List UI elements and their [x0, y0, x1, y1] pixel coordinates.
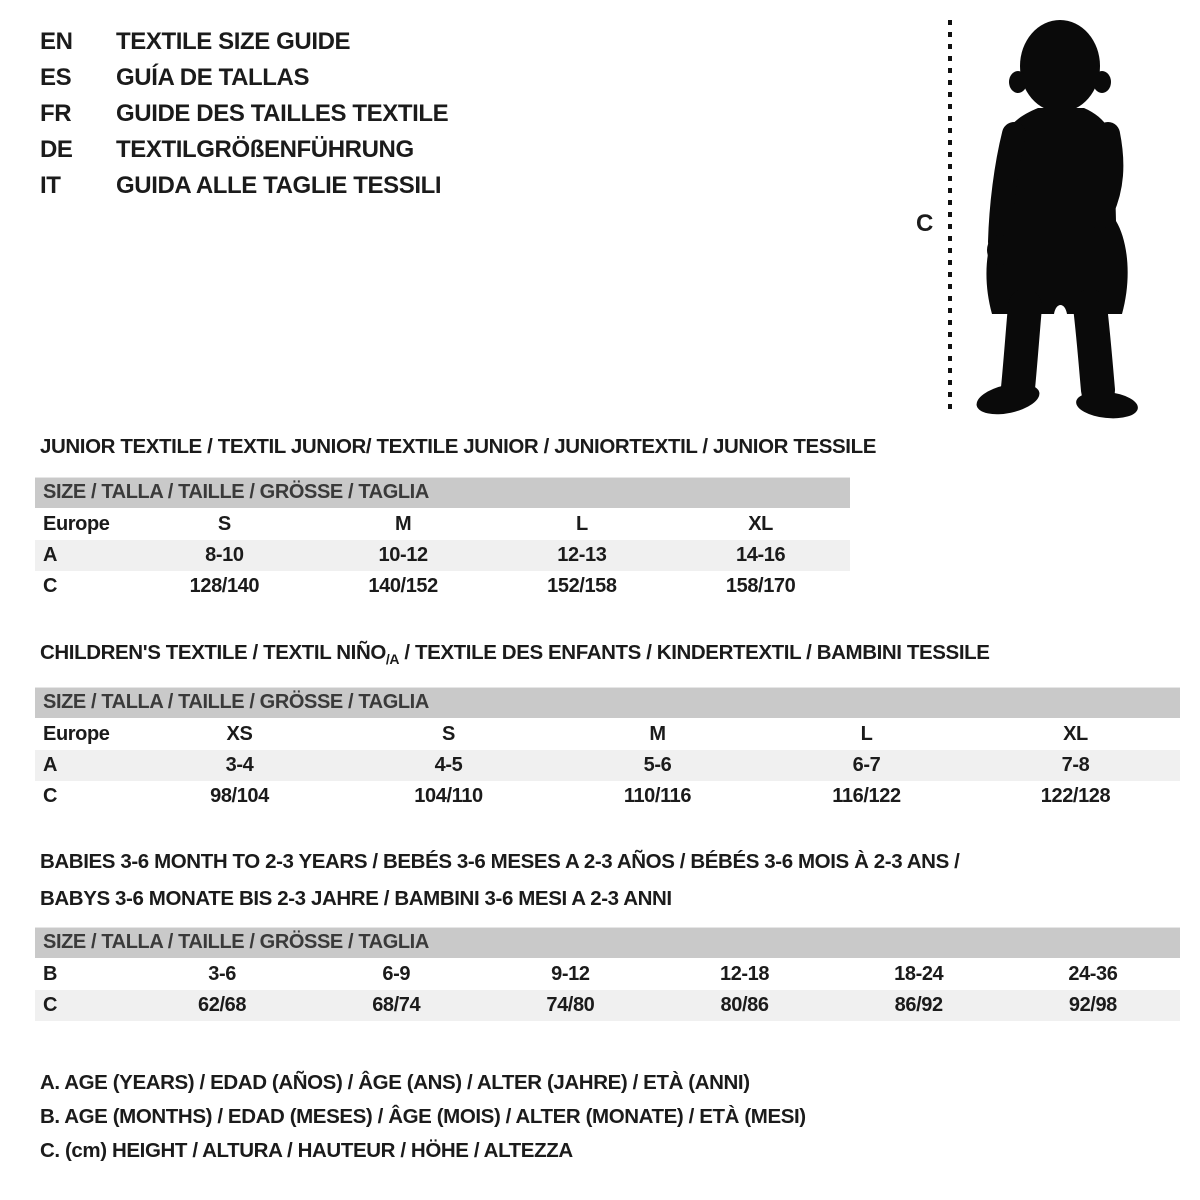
- lang-title: TEXTILGRÖßENFÜHRUNG: [116, 136, 414, 163]
- lang-title: TEXTILE SIZE GUIDE: [116, 28, 351, 55]
- toddler-silhouette: [974, 20, 1139, 421]
- height-line-label: C: [916, 210, 933, 237]
- table-cell: 6-7: [852, 753, 881, 776]
- lang-title: GUÍA DE TALLAS: [116, 64, 310, 91]
- table-cell: 98/104: [210, 784, 269, 807]
- children-size-table: [35, 687, 1180, 812]
- table-cell: 12-13: [557, 543, 607, 566]
- children-section-title: [40, 641, 990, 667]
- table-cell: 92/98: [1068, 993, 1117, 1016]
- table-cell: 74/80: [546, 993, 595, 1016]
- junior-size-table: [35, 477, 850, 602]
- table-cell: 80/86: [720, 993, 769, 1016]
- babies-title-line1: BABIES 3-6 MONTH TO 2-3 YEARS / BEBÉS 3-6 MESES A 2-3 AÑOS / BÉBÉS 3-6 MOIS À 2-3 ANS /: [40, 850, 960, 873]
- children-title-subscript: /A: [385, 651, 400, 667]
- row-label: C: [43, 993, 58, 1016]
- legend: [40, 1066, 806, 1168]
- row-label: Europe: [43, 723, 110, 745]
- table-cell: XS: [226, 723, 253, 745]
- lang-row-en: [40, 28, 448, 64]
- table-cell: 18-24: [894, 963, 944, 985]
- table-cell: 12-18: [719, 963, 770, 985]
- table-cell: L: [860, 723, 873, 745]
- babies-section-title: [40, 843, 959, 917]
- table-cell: L: [575, 513, 588, 535]
- table-cell: 10-12: [378, 543, 428, 566]
- lang-code: DE: [40, 136, 73, 163]
- table-cell: 8-10: [205, 543, 244, 566]
- row-label: A: [43, 753, 58, 776]
- toddler-silhouette-icon: [900, 10, 1160, 422]
- table-cell: 122/128: [1040, 784, 1111, 807]
- lang-row-fr: [40, 100, 448, 136]
- table-cell: 68/74: [372, 993, 421, 1016]
- junior-section-title: [40, 435, 876, 459]
- table-cell: 4-5: [434, 753, 463, 776]
- legend-line-c: C. (cm) HEIGHT / ALTURA / HAUTEUR / HÖHE / ALTEZZA: [40, 1139, 573, 1162]
- table-cell: 140/152: [368, 574, 438, 597]
- table-cell: M: [394, 513, 412, 535]
- junior-title-text: JUNIOR TEXTILE / TEXTIL JUNIOR/ TEXTILE JUNIOR / JUNIORTEXTIL / JUNIOR TESSILE: [40, 435, 876, 458]
- children-title-prefix: CHILDREN'S TEXTILE / TEXTIL NIÑO: [40, 641, 386, 664]
- lang-row-de: [40, 136, 448, 172]
- row-label: C: [43, 574, 58, 597]
- table-cell: XL: [748, 513, 773, 535]
- table-row: [35, 509, 850, 540]
- table-row: [35, 781, 1180, 812]
- table-cell: 7-8: [1061, 753, 1090, 776]
- row-label: B: [43, 963, 58, 985]
- table-cell: 5-6: [643, 753, 672, 776]
- lang-title: GUIDA ALLE TAGLIE TESSILI: [116, 172, 442, 199]
- row-label: Europe: [43, 513, 110, 535]
- table-row: [35, 750, 1180, 781]
- table-row: [35, 959, 1180, 990]
- lang-code: IT: [40, 172, 61, 199]
- size-table-header: SIZE / TALLA / TAILLE / GRÖSSE / TAGLIA: [35, 478, 850, 509]
- lang-title: GUIDE DES TAILLES TEXTILE: [116, 100, 449, 127]
- table-cell: 3-4: [225, 753, 254, 776]
- legend-line-b: B. AGE (MONTHS) / EDAD (MESES) / ÂGE (MOIS) / ALTER (MONATE) / ETÀ (MESI): [40, 1105, 806, 1128]
- lang-code: EN: [40, 28, 73, 55]
- children-title-suffix: / TEXTILE DES ENFANTS / KINDERTEXTIL / BAMBINI TESSILE: [399, 641, 990, 664]
- table-cell: S: [442, 723, 455, 745]
- table-row: [35, 571, 850, 602]
- table-cell: 14-16: [736, 543, 786, 566]
- lang-row-it: [40, 172, 448, 208]
- table-cell: 9-12: [551, 963, 590, 985]
- language-list: [40, 28, 448, 208]
- lang-code: ES: [40, 64, 72, 91]
- table-cell: 86/92: [894, 993, 943, 1016]
- babies-title-line2: BABYS 3-6 MONATE BIS 2-3 JAHRE / BAMBINI 3-6 MESI A 2-3 ANNI: [40, 887, 672, 910]
- lang-row-es: [40, 64, 448, 100]
- lang-code: FR: [40, 100, 72, 127]
- table-cell: 110/116: [623, 784, 692, 807]
- table-cell: S: [217, 513, 231, 535]
- table-cell: XL: [1063, 723, 1088, 745]
- table-cell: 116/122: [832, 784, 901, 807]
- legend-line-a: A. AGE (YEARS) / EDAD (AÑOS) / ÂGE (ANS) / ALTER (JAHRE) / ETÀ (ANNI): [40, 1071, 750, 1094]
- row-label: C: [43, 784, 58, 807]
- table-cell: 128/140: [189, 574, 260, 597]
- table-cell: 152/158: [547, 574, 617, 597]
- table-row: [35, 719, 1180, 750]
- table-cell: 158/170: [725, 574, 796, 597]
- table-cell: 6-9: [382, 963, 411, 985]
- table-cell: M: [649, 723, 666, 745]
- size-table-header: SIZE / TALLA / TAILLE / GRÖSSE / TAGLIA: [35, 928, 1180, 959]
- table-cell: 24-36: [1068, 963, 1118, 985]
- babies-size-table: [35, 927, 1180, 1021]
- table-cell: 62/68: [198, 993, 247, 1016]
- table-row: [35, 990, 1180, 1021]
- size-table-header: SIZE / TALLA / TAILLE / GRÖSSE / TAGLIA: [35, 688, 1180, 719]
- table-cell: 104/110: [414, 784, 483, 807]
- row-label: A: [43, 543, 58, 566]
- table-row: [35, 540, 850, 571]
- table-cell: 3-6: [208, 963, 236, 985]
- height-measure-figure: [900, 10, 1160, 422]
